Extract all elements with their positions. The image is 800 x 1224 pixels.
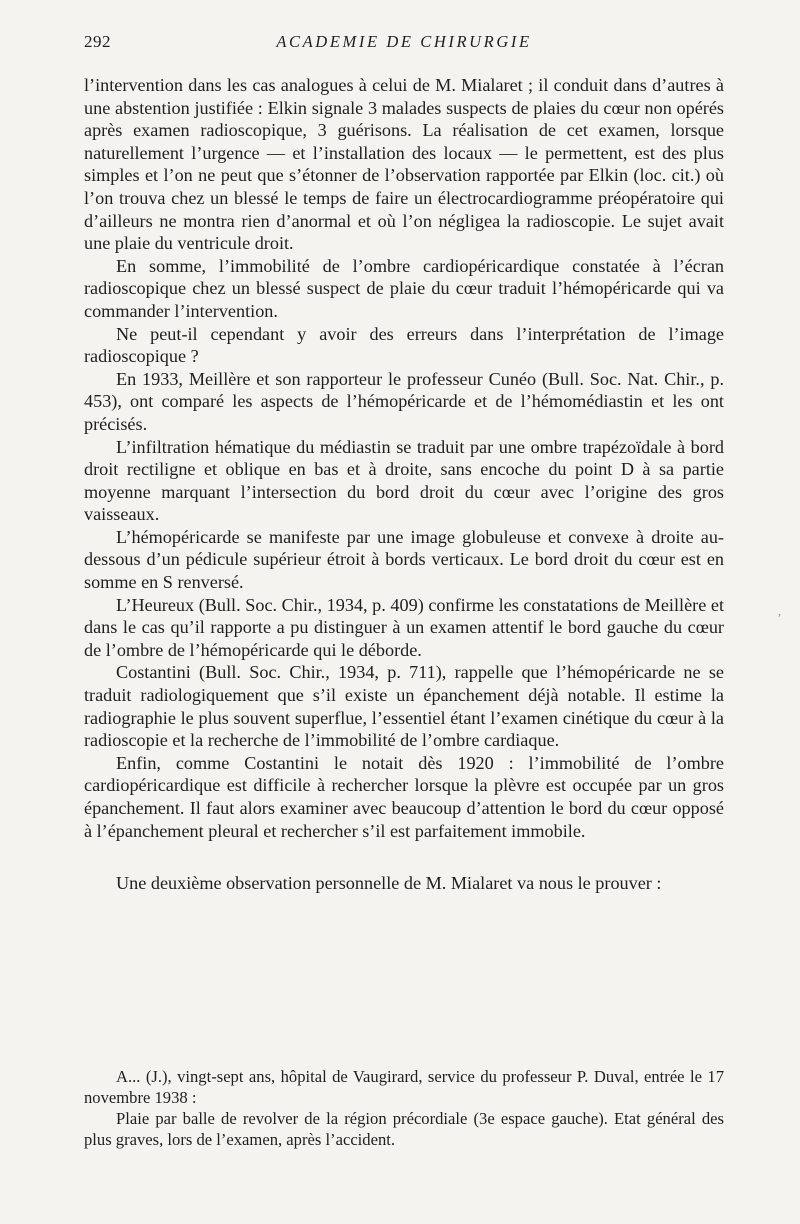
observation-paragraph: A... (J.), vingt-sept ans, hôpital de Vaugirard, service du professeur P. Duval, entrée le 17 novembre 1938 : xyxy=(84,1067,724,1107)
paragraph: L’hémopéricarde se manifeste par une image globuleuse et convexe à droite au-dessous d’un pédicule supérieur étroit à bords verticaux. Le bord droit du cœur est en somme en S renversé. xyxy=(84,526,724,593)
paragraph: L’infiltration hématique du médiastin se traduit par une ombre trapézoïdale à bord droit rectiligne et oblique en bas et à droite, sans encoche du point D à sa partie moyenne marquant l’intersection du bord droit du cœur avec l’origine des gros vaisseaux. xyxy=(84,436,724,525)
paragraph: Ne peut-il cependant y avoir des erreurs dans l’interprétation de l’image radioscopique ? xyxy=(84,323,724,367)
main-text xyxy=(84,74,724,895)
paragraph: Enfin, comme Costantini le notait dès 1920 : l’immobilité de l’ombre cardiopéricardique est difficile à rechercher lorsque la plèvre est occupée par un gros épanchement. Il faut alors examiner avec beaucoup d’attention le bord du cœur opposé à l’épanchement pleural et rechercher s’il est parfaitement immobile. xyxy=(84,752,724,841)
paragraph: Costantini (Bull. Soc. Chir., 1934, p. 711), rappelle que l’hémopéricarde ne se traduit radiologiquement que s’il existe un épanchement déjà notable. Il estime la radiographie le plus souvent superflue, l’essentiel étant l’examen cinétique du cœur à la radioscopie et la recherche de l’immobilité de l’ombre cardiaque. xyxy=(84,662,724,751)
paragraph: Une deuxième observation personnelle de M. Mialaret va nous le prouver : xyxy=(116,873,662,894)
paragraph: l’intervention dans les cas analogues à celui de M. Mialaret ; il conduit dans d’autres à une abstention justifiée : Elkin signale 3 malades suspects de plaies du cœur non opérés après examen radioscopique, 3 guérisons. La réalisation de cet examen, lorsque naturellement l’urgence — et l’installation des locaux — le permettent, est des plus simples et l’on ne peut que s’étonner de l’observation rapportée par Elkin (loc. cit.) où l’on trouva chez un blessé le temps de faire un électrocardiogramme préopératoire qui d’ailleurs ne montra rien d’anormal et où l’on négligea la radioscopie. Le sujet avait une plaie du ventricule droit. xyxy=(84,75,724,254)
paragraph: En somme, l’immobilité de l’ombre cardiopéricardique constatée à l’écran radioscopique chez un blessé suspect de plaie du cœur traduit l’hémopéricarde qui va commander l’intervention. xyxy=(84,255,724,321)
margin-mark: , xyxy=(778,604,781,618)
page-header xyxy=(84,32,724,54)
observation-paragraph: Plaie par balle de revolver de la région précordiale (3e espace gauche). Etat général des plus graves, lors de l’examen, après l’accident. xyxy=(84,1109,724,1149)
paragraph: En 1933, Meillère et son rapporteur le professeur Cunéo (Bull. Soc. Nat. Chir., p. 453), ont comparé les aspects de l’hémopéricarde et de l’hémomédiastin et les ont précisés. xyxy=(84,368,724,434)
section-gap xyxy=(84,842,724,872)
running-head: ACADEMIE DE CHIRURGIE xyxy=(276,32,532,51)
page-number: 292 xyxy=(84,32,111,51)
paragraph: L’Heureux (Bull. Soc. Chir., 1934, p. 409) confirme les constatations de Meillère et dans le cas qu’il rapporte a pu distinguer à un examen attentif le bord gauche du cœur de l’ombre de l’hémopéricarde qui le déborde. xyxy=(84,594,724,660)
observation-text xyxy=(84,1066,724,1150)
